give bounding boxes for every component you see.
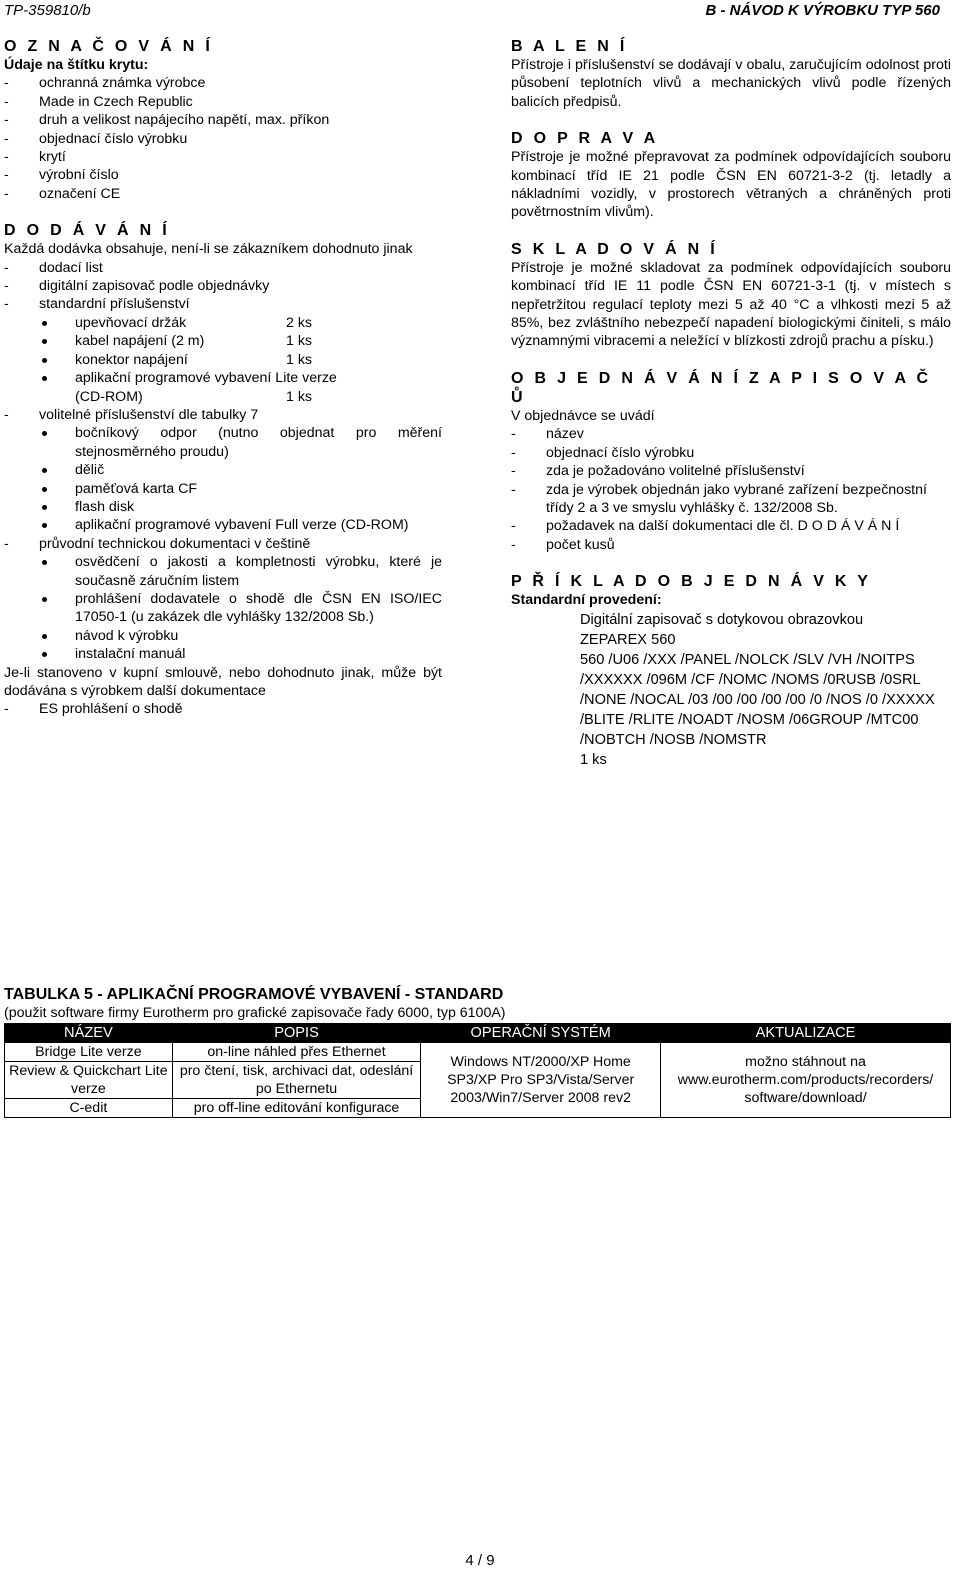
list-item: - objednací číslo výrobku — [4, 130, 442, 148]
table-title: TABULKA 5 - APLIKAČNÍ PROGRAMOVÉ VYBAVENÍ - STANDARD — [4, 986, 504, 1003]
bullet-text-cont: (CD-ROM) — [75, 388, 143, 405]
list-item: - výrobní číslo — [4, 166, 442, 184]
example-line: ZEPAREX 560 — [580, 631, 676, 648]
quantity: 1 ks — [286, 388, 313, 405]
software-table-section — [4, 985, 951, 1118]
quantity: 2 ks — [286, 314, 313, 331]
bullet-item: instalační manuál — [4, 645, 442, 663]
bullet-text: aplikační programové vybavení Lite verze — [75, 370, 337, 387]
table-cell: Bridge Lite verze — [5, 1043, 173, 1062]
table-header-row — [5, 1024, 951, 1043]
bullet-item: flash disk — [4, 498, 442, 516]
baleni-text: Přístroje i příslušenství se dodávají v obalu, zaručujícím odolnost proti působení teplotních vlivů a mechanických vlivů podle řízených balicích předpisů. — [511, 57, 951, 110]
list-item: - objednací číslo výrobku — [511, 444, 951, 462]
oznaceni-list — [4, 74, 442, 203]
list-item: - průvodní technickou dokumentaci v češtině — [4, 535, 442, 553]
label-stitek: Údaje na štítku krytu: — [4, 57, 149, 73]
example-line: 1 ks — [580, 751, 607, 768]
list-item: - požadavek na další dokumentaci dle čl. D O D Á V Á N Í — [511, 517, 951, 535]
list-item: - název — [511, 425, 951, 443]
list-item: - digitální zapisovač podle objednávky — [4, 277, 442, 295]
document-title: B - NÁVOD K VÝROBKU TYP 560 — [705, 2, 940, 19]
column-header: NÁZEV — [5, 1024, 173, 1043]
bullet-item: paměťová karta CF — [4, 480, 442, 498]
table-subtitle: (použit software firmy Eurotherm pro grafické zapisovače řady 6000, typ 6100A) — [4, 1005, 506, 1021]
list-item: - ES prohlášení o shodě — [4, 700, 442, 718]
table-cell: pro off-line editování konfigurace — [172, 1099, 421, 1118]
page-number: 4 / 9 — [465, 1552, 495, 1569]
list-item: - standardní příslušenství — [4, 295, 442, 313]
section-title-doprava: D O P R A V A — [511, 130, 659, 148]
example-code: 560 /U06 /XXX /PANEL /NOLCK /SLV /VH /NOITPS /XXXXXX /096M /CF /NOMC /NOMS /0RUSB /0SRL /NONE /NOCAL /03 /00 /00 /00 /00 /0 /NOS /0 /XXXXX /BLITE /RLITE /NOADT /NOSM /06GROUP /MTC00 /NOBTCH /NOSB /NOMSTR — [580, 651, 935, 748]
list-item: - ochranná známka výrobce — [4, 74, 442, 92]
section-title-priklad: P Ř Í K L A D O B J E D N Á V K Y — [511, 573, 872, 591]
column-header: POPIS — [172, 1024, 421, 1043]
table-cell: pro čtení, tisk, archivaci dat, odeslání po Ethernetu — [172, 1062, 421, 1099]
list-item: - počet kusů — [511, 536, 951, 554]
bullet-text: upevňovací držák — [75, 314, 187, 331]
table-cell-os: Windows NT/2000/XP Home SP3/XP Pro SP3/Vista/Server 2003/Win7/Server 2008 rev2 — [421, 1043, 661, 1118]
list-item: - zda je požadováno volitelné příslušenství — [511, 462, 951, 480]
table-row — [5, 1043, 951, 1062]
skladovani-text: Přístroje je možné skladovat za podmínek odpovídajících souboru kombinací tříd IE 11 podle ČSN EN 60721-3-1 (tj. v místech s nepřetržitou regulací teploty mezi 5 až 40 °C a vlhkosti mezi 5 až 85%, bez zvláštního nebezpečí napadení biologickými činiteli, s málo významnými vibracemi a neležící v blízkosti zdrojů prachu a písku.) — [511, 259, 951, 350]
bullet-item — [4, 332, 442, 350]
section-title-baleni: B A L E N Í — [511, 38, 628, 55]
bullet-item: aplikační programové vybavení Full verze (CD-ROM) — [4, 516, 442, 534]
section-title-skladovani: S K L A D O V Á N Í — [511, 240, 719, 258]
document-id: TP-359810/b — [4, 2, 91, 19]
bullet-item — [4, 351, 442, 369]
bullet-item: bočníkový odpor (nutno objednat pro měření stejnosměrného proudu) — [4, 424, 442, 461]
bullet-item — [4, 369, 442, 406]
list-item: - dodací list — [4, 259, 442, 277]
bullet-item: návod k výrobku — [4, 627, 442, 645]
dodavani-outro: Je-li stanoveno v kupní smlouvě, nebo dohodnuto jinak, může být dodávána s výrobkem další dokumentace — [4, 664, 442, 699]
bullet-text: kabel napájení (2 m) — [75, 333, 205, 350]
order-example — [511, 610, 951, 770]
quantity: 1 ks — [286, 351, 313, 368]
bullet-item: osvědčení o jakosti a kompletnosti výrobku, které je současně záručním listem — [4, 553, 442, 590]
dodavani-intro: Každá dodávka obsahuje, není-li se zákazníkem dohodnuto jinak — [4, 241, 413, 258]
quantity: 1 ks — [286, 333, 313, 350]
doprava-text: Přístroje je možné přepravovat za podmínek odpovídajících souboru kombinací tříd IE 21 podle ČSN EN 60721-3-2 (tj. letadly a nákladními vozidly, v prostorech větraných a chráněných proti povětrnostním vlivům). — [511, 149, 951, 221]
column-header: OPERAČNÍ SYSTÉM — [421, 1024, 661, 1043]
section-title-dodavani: D O D Á V Á N Í — [4, 222, 170, 240]
bullet-text: konektor napájení — [75, 351, 188, 368]
section-title-objednavani: O B J E D N Á V Á N Í Z A P I S O V A Č Ů — [511, 369, 932, 406]
table-cell: Review & Quickchart Lite verze — [5, 1062, 173, 1099]
table-cell: on-line náhled přes Ethernet — [172, 1043, 421, 1062]
table-cell: C-edit — [5, 1099, 173, 1118]
list-item: - volitelné příslušenství dle tabulky 7 — [4, 406, 442, 424]
bullet-item — [4, 314, 442, 332]
list-item: - zda je výrobek objednán jako vybrané zařízení bezpečnostní třídy 2 a 3 ve smyslu vyhlášky č. 132/2008 Sb. — [511, 481, 951, 518]
bullet-item: dělič — [4, 461, 442, 479]
example-line: Digitální zapisovač s dotykovou obrazovkou — [580, 611, 864, 628]
left-column — [4, 37, 442, 719]
right-column — [511, 37, 951, 770]
list-item: - označení CE — [4, 185, 442, 203]
list-item: - druh a velikost napájecího napětí, max. příkon — [4, 111, 442, 129]
table-cell-update: možno stáhnout na www.eurotherm.com/products/recorders/ software/download/ — [661, 1043, 951, 1118]
bullet-item: prohlášení dodavatele o shodě dle ČSN EN ISO/IEC 17050-1 (u zakázek dle vyhlášky 132/2008 Sb.) — [4, 590, 442, 627]
software-table — [4, 1023, 951, 1118]
objednavani-intro: V objednávce se uvádí — [511, 407, 655, 424]
column-header: AKTUALIZACE — [661, 1024, 951, 1043]
section-title-oznaceni: O Z N A Č O V Á N Í — [4, 38, 214, 55]
list-item: - krytí — [4, 148, 442, 166]
list-item: - Made in Czech Republic — [4, 93, 442, 111]
label-standardni: Standardní provedení: — [511, 592, 662, 609]
